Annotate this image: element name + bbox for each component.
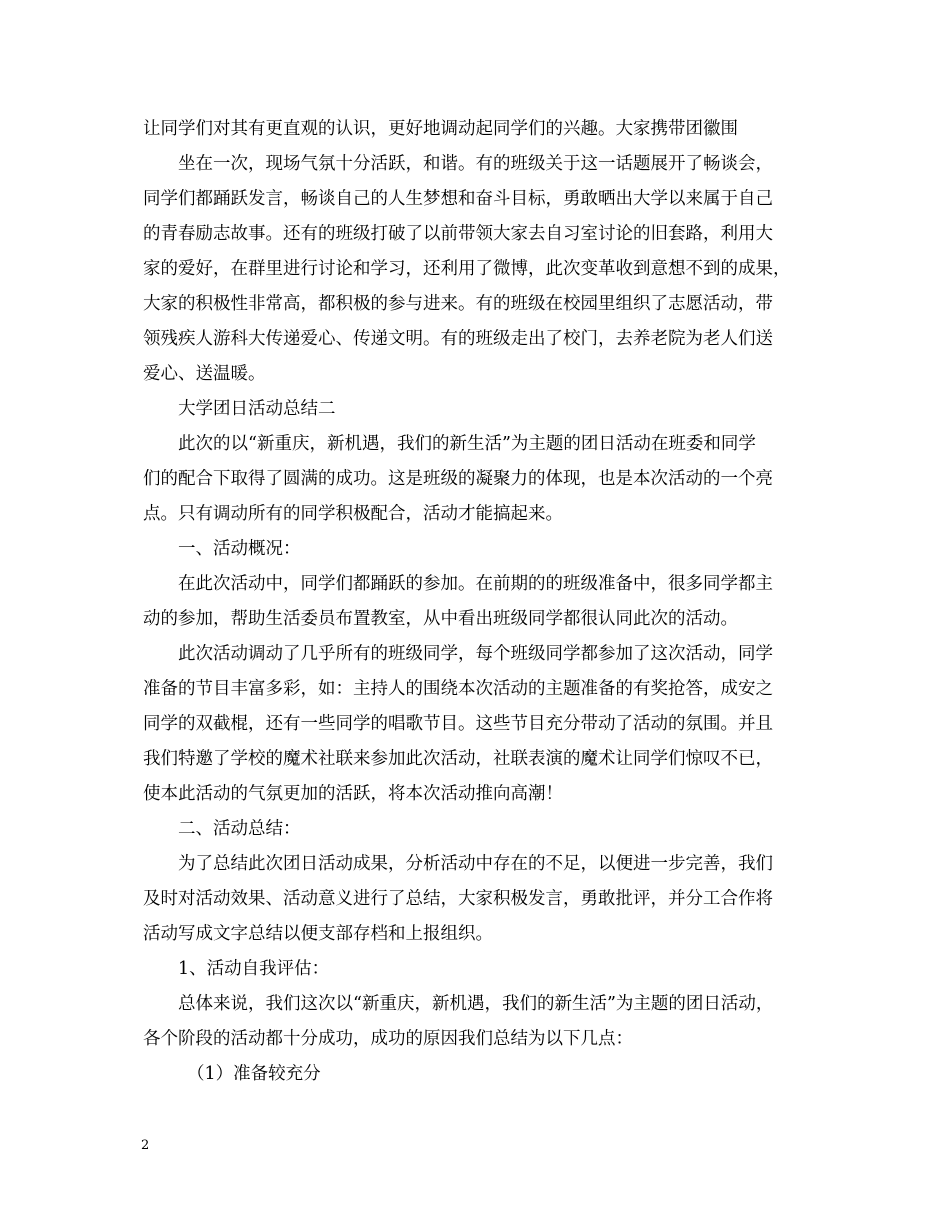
text-line: 大家的积极性非常高，都积极的参与进来。有的班级在校园里组织了志愿活动，带 (143, 294, 773, 314)
section-heading: 大学团日活动总结二 (178, 399, 336, 419)
text-line: 坐在一次，现场气氛十分活跃，和谐。有的班级关于这一话题展开了畅谈会， (178, 154, 773, 174)
text-line: 我们特邀了学校的魔术社联来参加此次活动，社联表演的魔术让同学们惊叹不已， (143, 749, 773, 769)
text-line: 此次活动调动了几乎所有的班级同学，每个班级同学都参加了这次活动，同学 (178, 644, 773, 664)
text-line: 的青春励志故事。还有的班级打破了以前带领大家去自习室讨论的旧套路，利用大 (143, 224, 773, 244)
section-heading: 1、活动自我评估： (178, 959, 330, 979)
text-line: 点。只有调动所有的同学积极配合，活动才能搞起来。 (143, 504, 563, 524)
body-text (143, 112, 823, 1092)
section-heading: 一、活动概况： (178, 539, 301, 559)
text-line: 准备的节目丰富多彩，如：主持人的围绕本次活动的主题准备的有奖抢答，成安之 (143, 679, 773, 699)
text-line: 使本此活动的气氛更加的活跃，将本次活动推向高潮！ (143, 784, 563, 804)
page-number: 2 (141, 1138, 150, 1153)
text-line: 领残疾人游科大传递爱心、传递文明。有的班级走出了校门，去养老院为老人们送 (143, 329, 773, 349)
text-line: 家的爱好，在群里进行讨论和学习，还利用了微博，此次变革收到意想不到的成果， (143, 259, 791, 279)
text-line: 同学的双截棍，还有一些同学的唱歌节目。这些节目充分带动了活动的氛围。并且 (143, 714, 773, 734)
text-line: 总体来说，我们这次以“新重庆，新机遇，我们的新生活”为主题的团日活动， (178, 994, 774, 1014)
text-line: 为了总结此次团日活动成果，分析活动中存在的不足，以便进一步完善，我们 (178, 854, 773, 874)
text-line: 各个阶段的活动都十分成功，成功的原因我们总结为以下几点： (143, 1029, 633, 1049)
list-item: （1）准备较充分 (187, 1064, 321, 1084)
text-line: 同学们都踊跃发言，畅谈自己的人生梦想和奋斗目标，勇敢晒出大学以来属于自己 (143, 189, 773, 209)
text-line: 及时对活动效果、活动意义进行了总结，大家积极发言，勇敢批评，并分工合作将 (143, 889, 773, 909)
text-line: 爱心、送温暖。 (143, 364, 266, 384)
text-line: 动的参加，帮助生活委员布置教室，从中看出班级同学都很认同此次的活动。 (143, 609, 738, 629)
text-line: 让同学们对其有更直观的认识，更好地调动起同学们的兴趣。大家携带团徽围 (143, 119, 738, 139)
text-line: 们的配合下取得了圆满的成功。这是班级的凝聚力的体现，也是本次活动的一个亮 (143, 469, 773, 489)
section-heading: 二、活动总结： (178, 819, 301, 839)
text-line: 此次的以“新重庆，新机遇，我们的新生活”为主题的团日活动在班委和同学 (178, 434, 756, 454)
text-line: 活动写成文字总结以便支部存档和上报组织。 (143, 924, 493, 944)
text-line: 在此次活动中，同学们都踊跃的参加。在前期的的班级准备中，很多同学都主 (178, 574, 773, 594)
